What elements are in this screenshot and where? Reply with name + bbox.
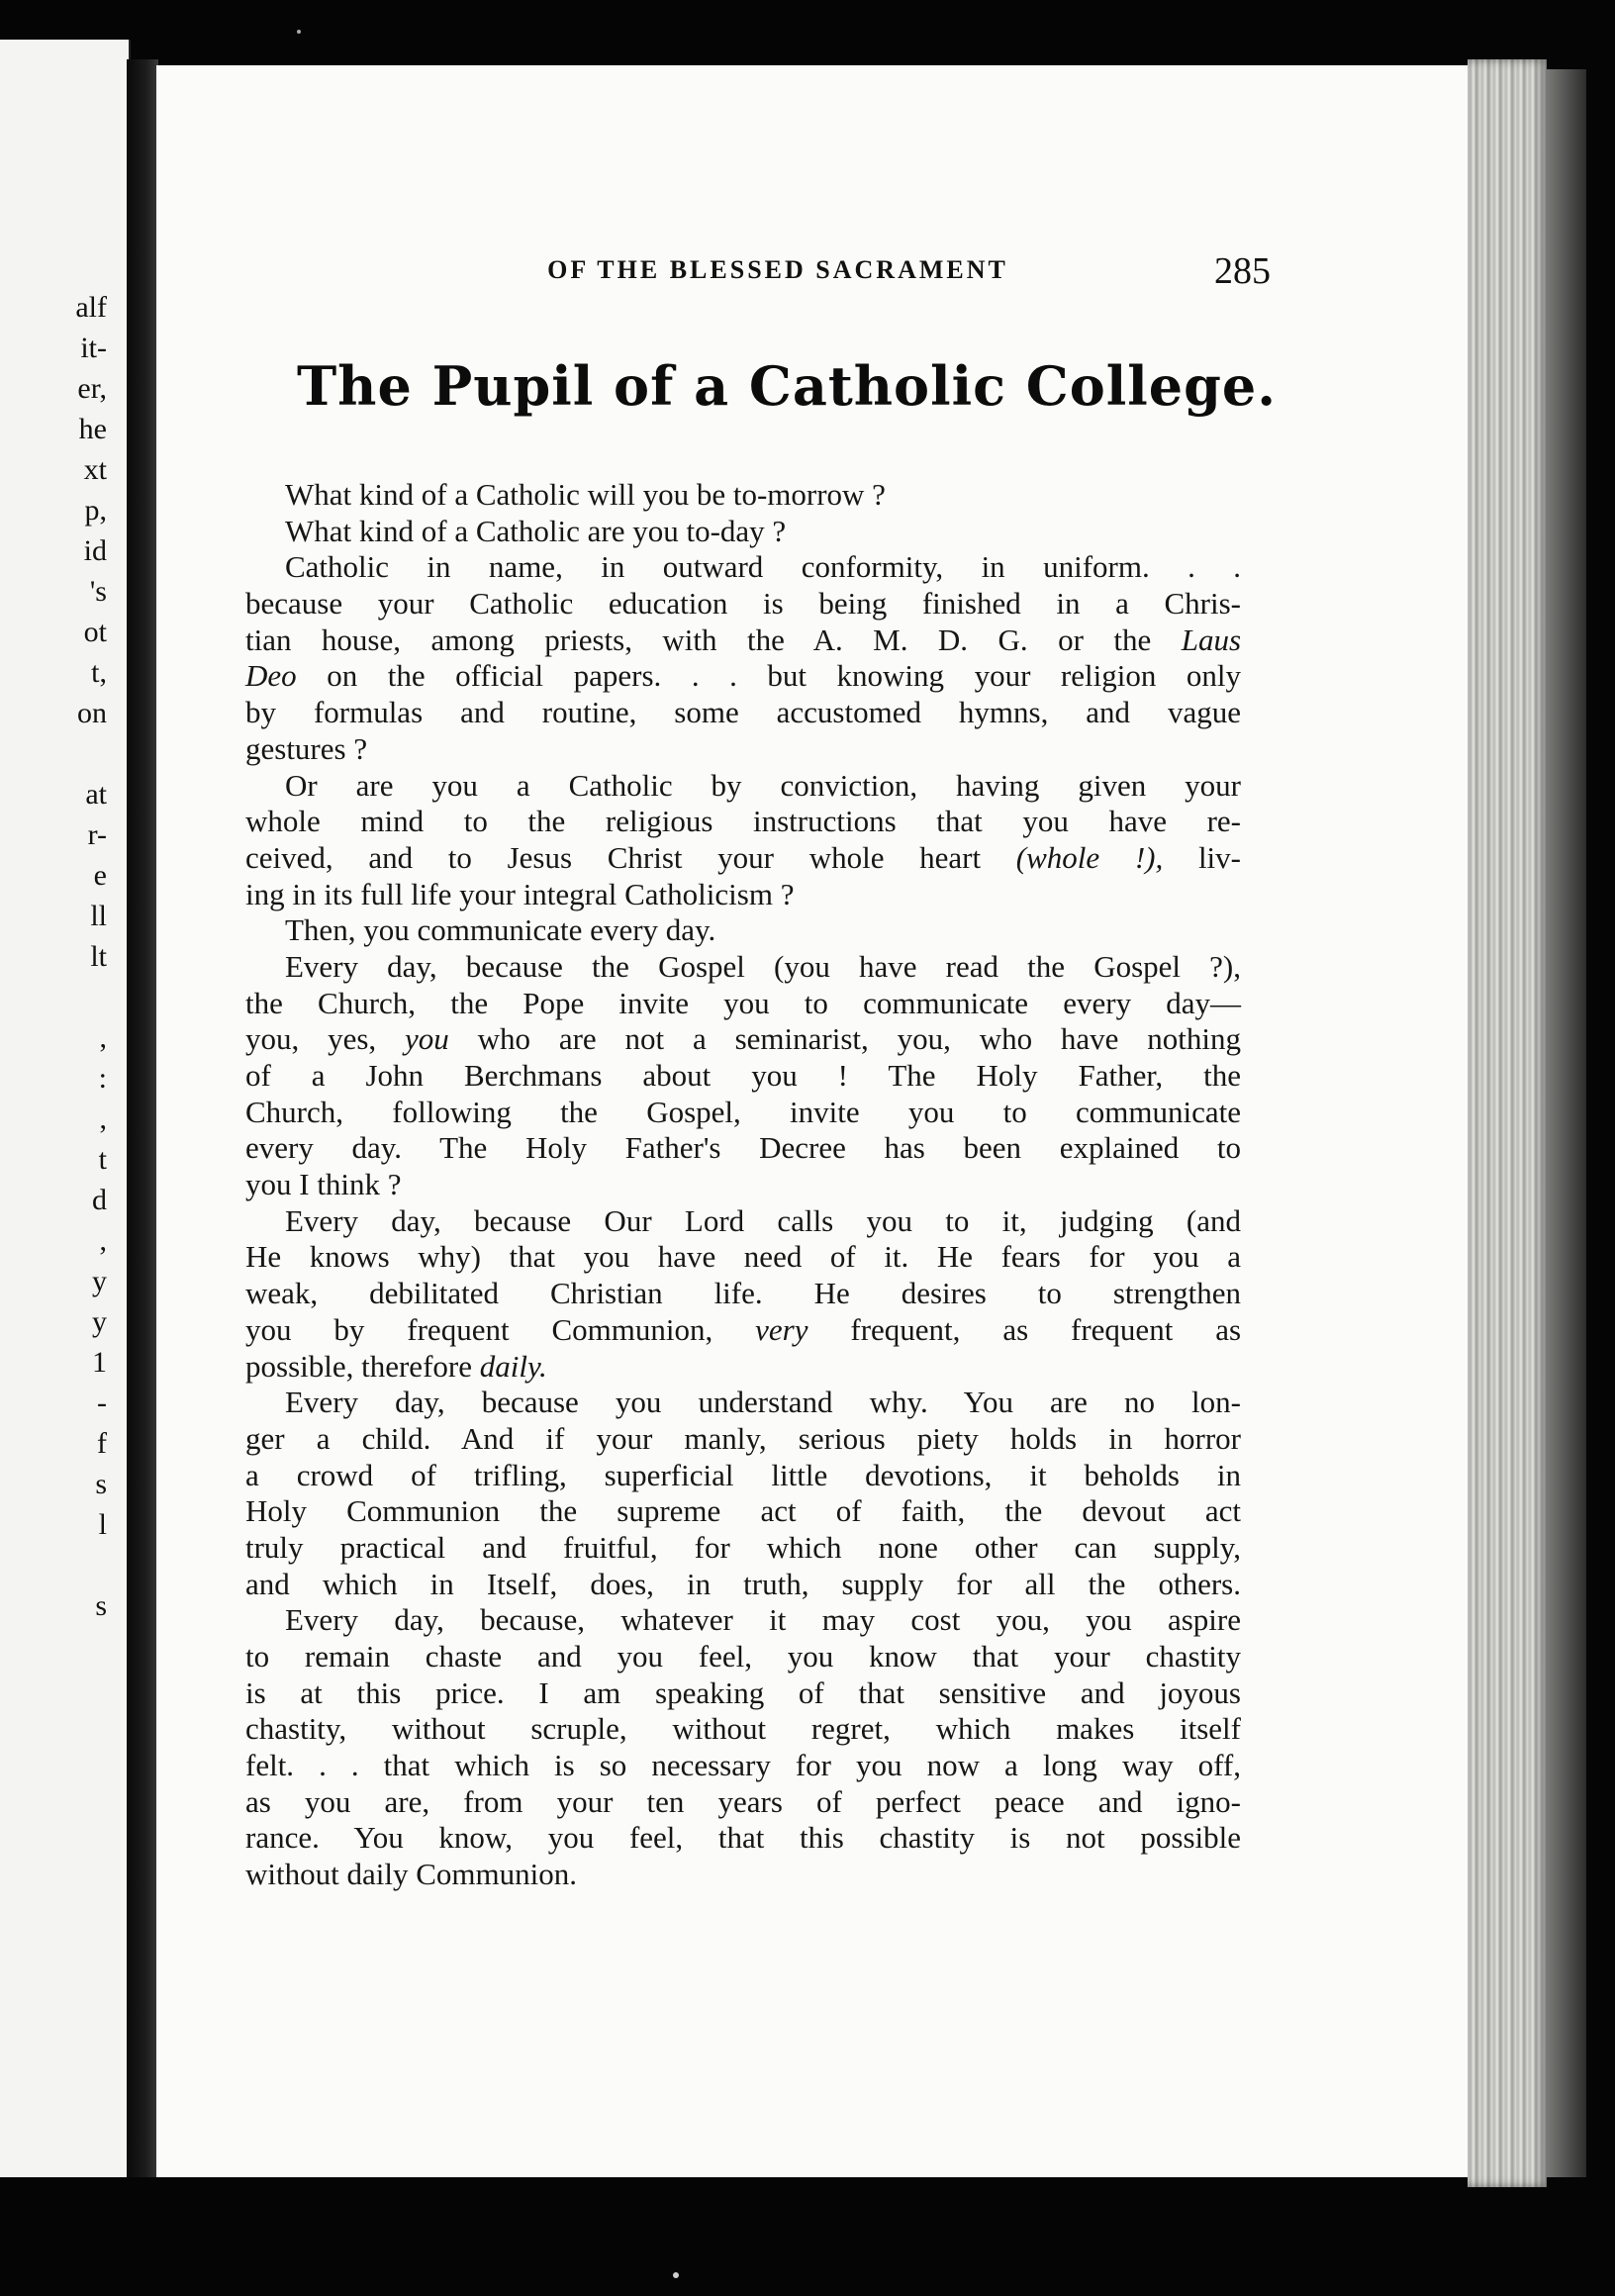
- text-line-content: as you are, from your ten years of perfect peace and igno-: [245, 1783, 1241, 1819]
- text-line-content: you I think ?: [245, 1167, 402, 1202]
- text-line-content: Holy Communion the supreme act of faith, the devout act: [245, 1493, 1241, 1529]
- previous-page-line-fragment: [0, 1545, 117, 1585]
- previous-page-line-fragment: 1: [92, 1346, 107, 1379]
- text-line: [245, 1784, 1241, 1821]
- text-line-content: Catholic in name, in outward conformity, in uniform. . .: [285, 549, 1241, 585]
- text-line: [245, 731, 1241, 768]
- previous-page-line-fragment: ,: [99, 1224, 107, 1257]
- text-line-content: What kind of a Catholic are you to-day ?: [285, 513, 787, 548]
- previous-page-line-fragment: e: [93, 859, 107, 892]
- text-line-content: by formulas and routine, some accustomed hymns, and vague: [245, 695, 1241, 730]
- previous-page-line-fragment: on: [77, 697, 107, 729]
- previous-page-text-fragments: [0, 287, 117, 1626]
- text-line: [245, 695, 1241, 731]
- text-line-content: Every day, because the Gospel (you have read the Gospel ?),: [285, 948, 1241, 984]
- previous-page-line-fragment: r-: [87, 818, 107, 851]
- previous-page-line-fragment: lt: [90, 940, 107, 973]
- previous-page-line-fragment: ll: [90, 900, 107, 932]
- text-line-content: felt. . . that which is so necessary for you now a long way off,: [245, 1748, 1241, 1783]
- text-line: [245, 586, 1241, 622]
- text-line-content: chastity, without scruple, without regret, which makes itself: [245, 1711, 1241, 1747]
- previous-page-line-fragment: t,: [91, 656, 107, 689]
- text-line: [245, 1602, 1241, 1639]
- text-line: [245, 912, 1241, 949]
- text-line: [245, 1857, 1241, 1893]
- page-number: 285: [1214, 250, 1271, 292]
- text-line-content: He knows why) that you have need of it. He fears for you a: [245, 1239, 1241, 1275]
- text-line-content: tian house, among priests, with the A. M. D. G. or the: [245, 622, 1152, 657]
- text-line: [245, 1167, 1241, 1203]
- text-line: [245, 1021, 1241, 1058]
- text-line: [245, 1748, 1241, 1784]
- text-line-content: you by frequent Communion,: [245, 1311, 713, 1347]
- chapter-title: The Pupil of a Catholic College.: [297, 354, 1278, 418]
- text-line: [245, 1058, 1241, 1095]
- text-line-tail: who are not a seminarist, you, who have nothing: [477, 1021, 1242, 1057]
- book-cover-edge: [1547, 69, 1586, 2177]
- text-line: [245, 1493, 1241, 1530]
- scan-artifact-speck: [673, 2272, 679, 2278]
- stacked-page-edges: [1468, 59, 1547, 2187]
- previous-page-line-fragment: s: [95, 1589, 107, 1622]
- previous-page-line-fragment: ,: [99, 1021, 107, 1054]
- text-line-content: rance. You know, you feel, that this chastity is not possible: [245, 1820, 1241, 1856]
- text-line-tail: frequent, as frequent as: [850, 1311, 1242, 1347]
- previous-page-line-fragment: t: [98, 1143, 107, 1176]
- text-line: [245, 986, 1241, 1022]
- previous-page-line-fragment: y: [92, 1265, 107, 1297]
- previous-page-line-fragment: he: [78, 413, 107, 445]
- previous-page-line-fragment: ot: [83, 616, 107, 648]
- previous-page-line-fragment: -: [97, 1387, 107, 1419]
- previous-page-line-fragment: it-: [80, 332, 107, 364]
- italic-word: Deo: [245, 658, 297, 694]
- text-line: [245, 949, 1241, 986]
- text-line: [245, 1458, 1241, 1494]
- text-line: [245, 622, 1241, 659]
- text-line-content: possible, therefore: [245, 1348, 472, 1384]
- text-line-content: whole mind to the religious instructions that you have re-: [245, 804, 1241, 839]
- previous-page-line-fragment: alf: [75, 291, 107, 324]
- previous-page-line-fragment: y: [92, 1305, 107, 1338]
- previous-page-line-fragment: 's: [89, 575, 107, 608]
- text-line: [245, 1239, 1241, 1276]
- text-line: [245, 1711, 1241, 1748]
- text-line: [245, 1349, 1241, 1386]
- italic-word: very: [755, 1311, 808, 1347]
- text-line-tail: liv-: [1197, 839, 1241, 875]
- italic-word: daily.: [479, 1348, 547, 1384]
- book-gutter-shadow: [127, 59, 158, 2177]
- previous-page-line-fragment: p,: [84, 494, 107, 526]
- text-line-content: Every day, because you understand why. You are no lon-: [285, 1385, 1241, 1420]
- italic-word: Laus: [1181, 622, 1242, 657]
- text-line: [245, 477, 1241, 514]
- text-line: [245, 658, 1241, 695]
- text-line-content: Or are you a Catholic by conviction, having given your: [285, 767, 1241, 803]
- previous-page-line-fragment: [0, 733, 117, 774]
- text-line: [245, 804, 1241, 840]
- text-line-content: and which in Itself, does, in truth, supply for all the others.: [245, 1566, 1241, 1601]
- previous-page-line-fragment: s: [95, 1468, 107, 1500]
- previous-page-line-fragment: id: [83, 534, 107, 567]
- text-line: [245, 840, 1241, 877]
- text-line-content: is at this price. I am speaking of that sensitive and joyous: [245, 1674, 1241, 1710]
- text-line-content: you, yes,: [245, 1021, 377, 1057]
- text-line-content: to remain chaste and you feel, you know that your chastity: [245, 1639, 1241, 1674]
- body-text: [245, 477, 1241, 1893]
- text-line: [245, 768, 1241, 805]
- text-line-content: ceived, and to Jesus Christ your whole heart: [245, 839, 982, 875]
- text-line: [245, 549, 1241, 586]
- previous-page-line-fragment: ,: [99, 1102, 107, 1135]
- previous-page-line-fragment: f: [97, 1427, 107, 1460]
- text-line: [245, 514, 1241, 550]
- text-line-content: Every day, because, whatever it may cost you, you aspire: [285, 1602, 1241, 1638]
- text-line-content: because your Catholic education is being finished in a Chris-: [245, 586, 1241, 622]
- text-line: [245, 1820, 1241, 1857]
- previous-page-line-fragment: d: [92, 1184, 107, 1216]
- text-line-content: the Church, the Pope invite you to communicate every day—: [245, 985, 1241, 1020]
- italic-word: you: [405, 1021, 449, 1057]
- previous-page-line-fragment: xt: [83, 453, 107, 486]
- text-line-content: gestures ?: [245, 730, 368, 766]
- text-line: [245, 1095, 1241, 1131]
- text-line: [245, 877, 1241, 913]
- text-line: [245, 1421, 1241, 1458]
- text-line-content: a crowd of trifling, superficial little devotions, it beholds in: [245, 1457, 1241, 1492]
- previous-page-line-fragment: :: [98, 1062, 107, 1095]
- text-line-content: Then, you communicate every day.: [285, 912, 716, 948]
- text-line: [245, 1385, 1241, 1421]
- running-head: OF THE BLESSED SACRAMENT: [547, 255, 1008, 284]
- previous-page-edge: [0, 40, 131, 2177]
- text-line: [245, 1567, 1241, 1603]
- text-line: [245, 1276, 1241, 1312]
- text-line-content: ger a child. And if your manly, serious piety holds in horror: [245, 1420, 1241, 1456]
- text-line-content: without daily Communion.: [245, 1857, 577, 1892]
- text-line-content: Church, following the Gospel, invite you to communicate: [245, 1094, 1241, 1129]
- scan-artifact-speck: [297, 30, 301, 34]
- text-line-content: What kind of a Catholic will you be to-morrow ?: [285, 477, 886, 512]
- text-line: [245, 1675, 1241, 1712]
- previous-page-line-fragment: [0, 977, 117, 1017]
- text-line-content: truly practical and fruitful, for which none other can supply,: [245, 1529, 1241, 1565]
- previous-page-line-fragment: l: [98, 1508, 107, 1541]
- text-line-content: Every day, because Our Lord calls you to it, judging (and: [285, 1202, 1241, 1238]
- text-line: [245, 1639, 1241, 1675]
- text-line-content: ing in its full life your integral Catholicism ?: [245, 876, 795, 911]
- text-line-content: on the official papers. . . but knowing your religion only: [327, 658, 1241, 694]
- italic-word: (whole !),: [1015, 839, 1164, 875]
- text-line: [245, 1312, 1241, 1349]
- text-line: [245, 1203, 1241, 1240]
- previous-page-line-fragment: er,: [77, 372, 107, 405]
- text-line-content: weak, debilitated Christian life. He desires to strengthen: [245, 1276, 1241, 1311]
- previous-page-line-fragment: at: [85, 778, 107, 811]
- text-line: [245, 1130, 1241, 1167]
- text-line-content: every day. The Holy Father's Decree has been explained to: [245, 1130, 1241, 1166]
- text-line-content: of a John Berchmans about you ! The Holy Father, the: [245, 1058, 1241, 1093]
- text-line: [245, 1530, 1241, 1567]
